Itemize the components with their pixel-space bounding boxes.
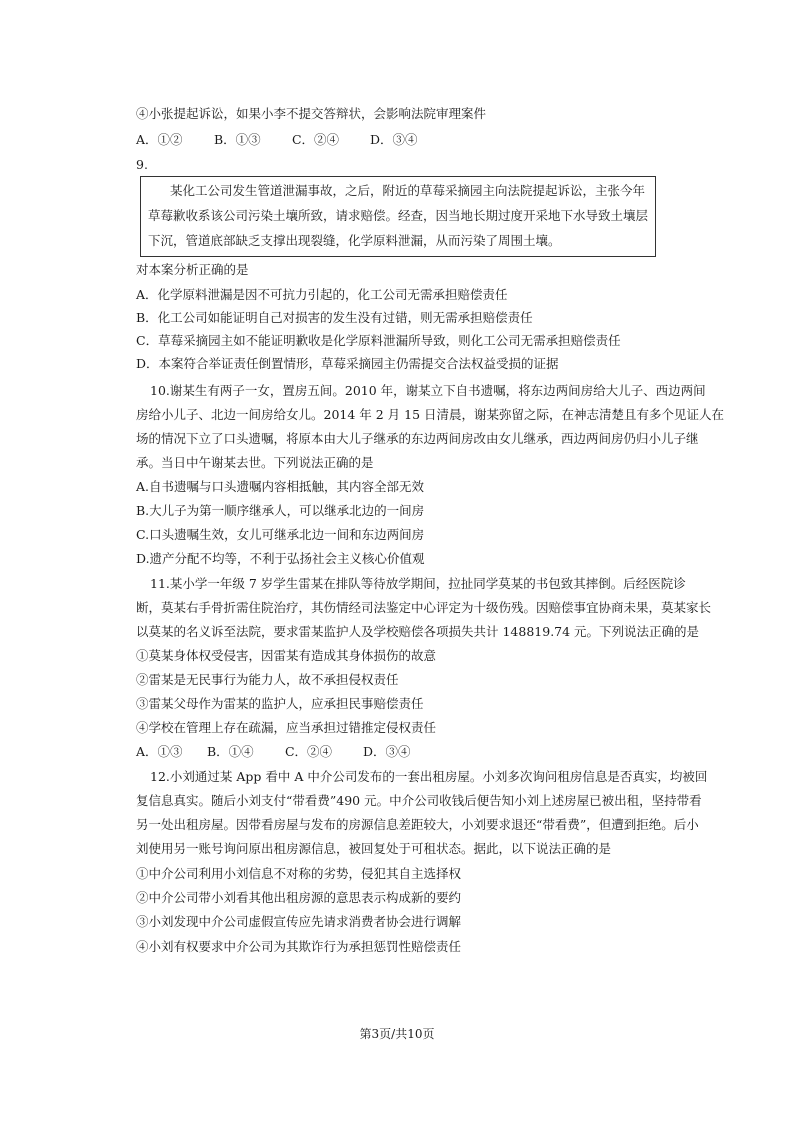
q10-option-d: D.遗产分配不均等，不利于弘扬社会主义核心价值观 bbox=[136, 551, 425, 566]
q10-line-1: 10.谢某生有两子一女，置房五间。2010 年，谢某立下自书遗嘱，将东边两间房给大儿子、西边两间 bbox=[150, 383, 706, 398]
q9-material-line-3: 下沉，管道底部缺乏支撑出现裂缝，化学原料泄漏，从而污染了周围土壤。 bbox=[148, 233, 561, 248]
q9-stem: 对本案分析正确的是 bbox=[136, 262, 249, 277]
q11-line-2: 断，莫某右手骨折需住院治疗，其伤情经司法鉴定中心评定为十级伤残。因赔偿事宜协商未果，莫某家长 bbox=[136, 600, 712, 615]
q9-number: 9. bbox=[136, 157, 148, 172]
q10-line-4: 承。当日中午谢某去世。下列说法正确的是 bbox=[136, 455, 374, 470]
q12-line-3: 另一处出租房屋。因带看房屋与发布的房源信息差距较大，小刘要求退还“带看费”，但遭到拒绝。后小 bbox=[136, 817, 699, 832]
q12-line-1: 12.小刘通过某 App 看中 A 中介公司发布的一套出租房屋。小刘多次询问租房信息是否真实，均被回 bbox=[150, 769, 708, 784]
q8-option-b: B．①③ bbox=[213, 132, 261, 147]
q11-item-1: ①莫某身体权受侵害，因雷某有造成其身体损伤的故意 bbox=[136, 648, 437, 663]
q11-item-4: ④学校在管理上存在疏漏，应当承担过错推定侵权责任 bbox=[136, 720, 437, 735]
q10-line-3: 场的情况下立了口头遗嘱，将原本由大儿子继承的东边两间房改由女儿继承，西边两间房仍归小儿子继 bbox=[136, 431, 699, 446]
q10-line-2: 房给小儿子、北边一间房给女儿。2014 年 2 月 15 日清晨，谢某弥留之际，在神志清楚且有多个见证人在 bbox=[136, 407, 725, 422]
q11-option-c: C．②④ bbox=[284, 744, 333, 759]
q9-option-a: A．化学原料泄漏是因不可抗力引起的，化工公司无需承担赔偿责任 bbox=[136, 287, 508, 302]
q12-item-3: ③小刘发现中介公司虚假宣传应先请求消费者协会进行调解 bbox=[136, 914, 462, 929]
q11-options bbox=[136, 744, 410, 760]
q8-item-4: ④小张提起诉讼，如果小李不提交答辩状，会影响法院审理案件 bbox=[136, 106, 487, 121]
q12-item-1: ①中介公司利用小刘信息不对称的劣势，侵犯其自主选择权 bbox=[136, 866, 462, 881]
q11-line-3: 以莫某的名义诉至法院，要求雷某监护人及学校赔偿各项损失共计 148819.74 元。下列说法正确的是 bbox=[136, 624, 700, 639]
q8-options bbox=[136, 132, 417, 148]
q10-option-b: B.大儿子为第一顺序继承人，可以继承北边的一间房 bbox=[136, 503, 425, 518]
q9-material-line-2: 草莓歉收系该公司污染土壤所致，请求赔偿。经查，因当地长期过度开采地下水导致土壤层 bbox=[148, 208, 649, 223]
q8-option-a: A．①② bbox=[136, 132, 183, 147]
q9-material-line-1: 某化工公司发生管道泄漏事故，之后，附近的草莓采摘园主向法院提起诉讼，主张今年 bbox=[170, 183, 646, 198]
q8-option-d: D．③④ bbox=[369, 132, 418, 147]
q9-option-c: C．草莓采摘园主如不能证明歉收是化学原料泄漏所导致，则化工公司无需承担赔偿责任 bbox=[136, 333, 621, 348]
q12-item-2: ②中介公司带小刘看其他出租房源的意思表示构成新的要约 bbox=[136, 890, 462, 905]
q11-item-2: ②雷某是无民事行为能力人，故不承担侵权责任 bbox=[136, 672, 399, 687]
q10-option-a: A.自书遗嘱与口头遗嘱内容相抵触，其内容全部无效 bbox=[136, 479, 425, 494]
q11-line-1: 11.某小学一年级 7 岁学生雷某在排队等待放学期间，拉扯同学莫某的书包致其摔倒。后经医院诊 bbox=[150, 576, 686, 591]
q9-option-b: B．化工公司如能证明自己对损害的发生没有过错，则无需承担赔偿责任 bbox=[136, 310, 533, 325]
q11-option-d: D．③④ bbox=[362, 744, 411, 759]
q11-option-b: B．①④ bbox=[206, 744, 254, 759]
page-footer: 第3页/共10页 bbox=[359, 1027, 435, 1041]
q10-option-c: C.口头遗嘱生效，女儿可继承北边一间和东边两间房 bbox=[136, 527, 425, 542]
q8-option-c: C．②④ bbox=[291, 132, 340, 147]
q11-item-3: ③雷某父母作为雷某的监护人，应承担民事赔偿责任 bbox=[136, 696, 424, 711]
q11-option-a: A．①③ bbox=[136, 744, 183, 759]
q12-line-2: 复信息真实。随后小刘支付“带看费”490 元。中介公司收钱后便告知小刘上述房屋已被出租，坚持带看 bbox=[136, 793, 702, 808]
q9-option-d: D．本案符合举证责任倒置情形，草莓采摘园主仍需提交合法权益受损的证据 bbox=[136, 356, 559, 371]
q12-line-4: 刘使用另一账号询问原出租房源信息，被回复处于可租状态。据此，以下说法正确的是 bbox=[136, 841, 612, 856]
q12-item-4: ④小刘有权要求中介公司为其欺诈行为承担惩罚性赔偿责任 bbox=[136, 939, 462, 954]
